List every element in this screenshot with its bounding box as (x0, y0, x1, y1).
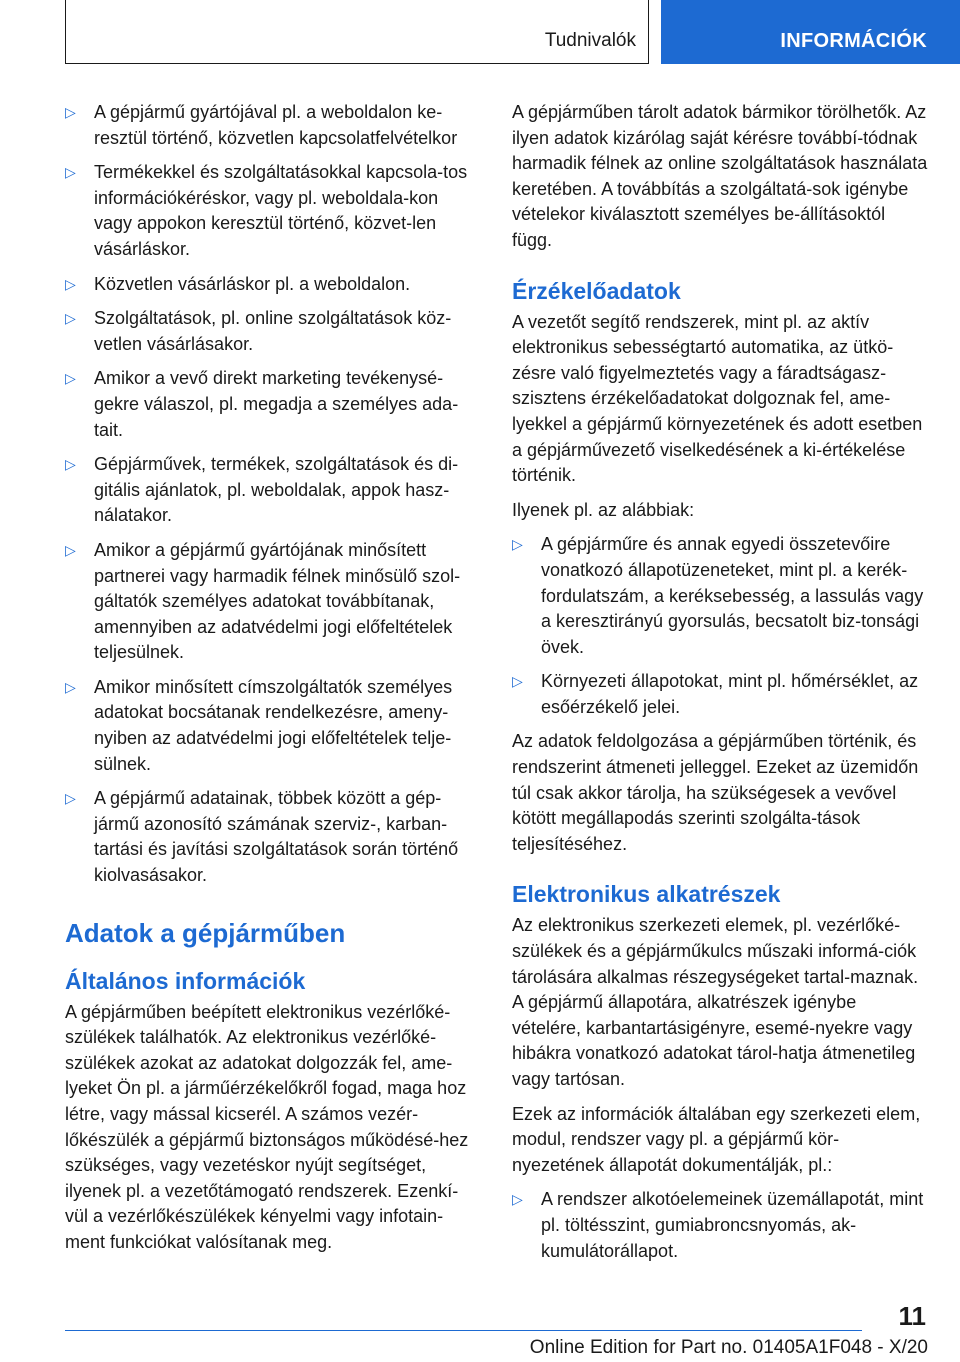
triangle-bullet-icon: ▷ (65, 541, 76, 558)
triangle-bullet-icon: ▷ (512, 673, 523, 690)
heading-sensor-data: Érzékelőadatok (512, 277, 681, 304)
page-header (0, 0, 960, 68)
documentation-paragraph: Ezek az információk általában egy szerkezeti elem, modul, rendszer vagy pl. a gépjármű kör-nyezetének állapotát dokumentálják, pl.: (512, 1103, 921, 1175)
triangle-bullet-icon: ▷ (65, 275, 76, 292)
list-item: ▷ A gépjármű gyártójával pl. a weboldalon ke-resztül történő, közvetlen kapcsolatfelvételkor (65, 102, 458, 148)
heading-electronic-components: Elektronikus alkatrészek (512, 881, 781, 908)
triangle-bullet-icon: ▷ (512, 1191, 523, 1208)
triangle-bullet-icon: ▷ (65, 310, 76, 327)
examples-intro: Ilyenek pl. az alábbiak: (512, 499, 695, 520)
heading-data-in-vehicle: Adatok a gépjárműben (65, 917, 346, 948)
list-item: ▷ Gépjárművek, termékek, szolgáltatások és di-gitális ajánlatok, pl. weboldalak, appok hasz-nálatakor. (65, 454, 459, 526)
list-item: ▷ Környezeti állapotokat, mint pl. hőmérséklet, az esőérzékelő jelei. (512, 671, 919, 717)
data-deletion-paragraph: A gépjárműben tárolt adatok bármikor törölhetők. Az ilyen adatok kizárólag saját kérésre továbbí-tódnak harmadik félnek az online szolgáltatások használata keretében. A továbbítás a szolgáltatá-sok igénybe vételekor kiválasztott személyes be-állításoktól függ. (512, 102, 928, 250)
left-column (65, 100, 480, 1265)
triangle-bullet-icon: ▷ (65, 370, 76, 387)
triangle-bullet-icon: ▷ (65, 104, 76, 120)
triangle-bullet-icon: ▷ (512, 536, 523, 553)
page-number: 11 (898, 1301, 926, 1331)
list-item: ▷ A gépjármű adatainak, többek között a gép-jármű azonosító számának szerviz-, karban-tartási és javítási szolgáltatások során történő kiolvasásakor. (65, 788, 459, 886)
right-column (512, 100, 930, 1273)
header-rule-left (65, 0, 66, 64)
heading-general-information: Általános információk (65, 967, 306, 994)
list-item: ▷ Közvetlen vásárláskor pl. a weboldalon. (65, 272, 480, 298)
sensor-data-paragraph: A vezetőt segítő rendszerek, mint pl. az aktív elektronikus sebességtartó automatika, az ütkö-zésre való figyelmeztetés vagy a fáradtságasz-szisztens érzékelőadatokat dolgoznak fel, ame-lyekkel a gépjármű környezetének és adott esetben a gépjárművezető viselkedésének a ki-értékelése történik. (512, 311, 923, 486)
list-item: ▷ Termékekkel és szolgáltatásokkal kapcsola-tos információkéréskor, vagy pl. weboldala-kon vagy appokon keresztül történő, közvet-len vásárláskor. (65, 162, 468, 259)
triangle-bullet-icon: ▷ (65, 456, 76, 473)
list-item: ▷ Amikor minősített címszolgáltatók személyes adatokat bocsátanak rendelkezésre, ameny-nyiben az adatvédelmi jogi előfeltételek telje-sülnek. (65, 676, 453, 774)
header-chapter-title: INFORMÁCIÓK (780, 30, 927, 52)
header-rule-divider (648, 0, 649, 64)
list-item: ▷ A rendszer alkotóelemeinek üzemállapotát, mint pl. töltésszint, gumiabroncsnyomás, ak-kumulátorállapot. (512, 1189, 924, 1261)
list-item: ▷ Amikor a gépjármű gyártójának minősített partnerei vagy harmadik félnek minősülő szol-gáltatók személyes adatokat továbbítanak, amennyiben az adatvédelmi jogi előfeltételek teljesülnek. (65, 539, 461, 663)
footer-rule (65, 1330, 862, 1331)
triangle-bullet-icon: ▷ (65, 164, 76, 181)
header-rule-bottom (65, 63, 649, 64)
footer-edition-text: Online Edition for Part no. 01405A1F048 - X/20 (529, 1337, 928, 1358)
list-item: ▷ A gépjárműre és annak egyedi összetevőire vonatkozó állapotüzeneteket, mint pl. a kerék-fordulatszám, a keréksebesség, a lassulás vagy a keresztirányú gyorsulás, becsatolt biz-tonsági övek. (512, 534, 924, 657)
general-information-paragraph: A gépjárműben beépített elektronikus vezérlőké-szülékek találhatók. Az elektronikus vezérlőké-szülékek azokat az adatokat dolgozzák fel, ame-lyeket Ön pl. a járműérzékelőkről fogad, maga hoz létre, vagy mással kicserél. A számos vezér-lőkészülék a gépjármű biztonságos működésé-hez szükséges, vagy vezetéskor nyújt segítséget, ilyenek pl. a vezetőtámogató rendszerek. Ezenkí-vül a vezérlőkészülékek kényelmi vagy infotain-ment funkciókat valósítanak meg. (65, 1001, 469, 1252)
header-section-title: Tudnivalók (544, 30, 636, 51)
triangle-bullet-icon: ▷ (65, 678, 76, 695)
triangle-bullet-icon: ▷ (65, 790, 76, 807)
list-item: ▷ Szolgáltatások, pl. online szolgáltatások köz-vetlen vásárlásakor. (65, 308, 452, 354)
list-item: ▷ Amikor a vevő direkt marketing tevékenysé-gekre válaszol, pl. megadja a személyes ada-tait. (65, 368, 459, 440)
data-processing-paragraph: Az adatok feldolgozása a gépjárműben történik, és rendszerint átmeneti jelleggel. Ezeket az üzemidőn túl csak akkor tárolja, ha szükségesek a vevővel kötött megállapodás szerinti szolgálta-tások teljesítéséhez. (512, 731, 919, 854)
electronic-components-paragraph: Az elektronikus szerkezeti elemek, pl. vezérlőké-szülékek és a gépjárműkulcs műszaki informá-ciók tárolására alkalmas részegységeket tartal-maznak. A gépjármű állapotára, alkatrészek igénybe vételére, karbantartásigényre, esemé-nyekre vagy hibákra vonatkozó adatokat tárol-hatja átmenetileg vagy tartósan. (512, 915, 919, 1089)
